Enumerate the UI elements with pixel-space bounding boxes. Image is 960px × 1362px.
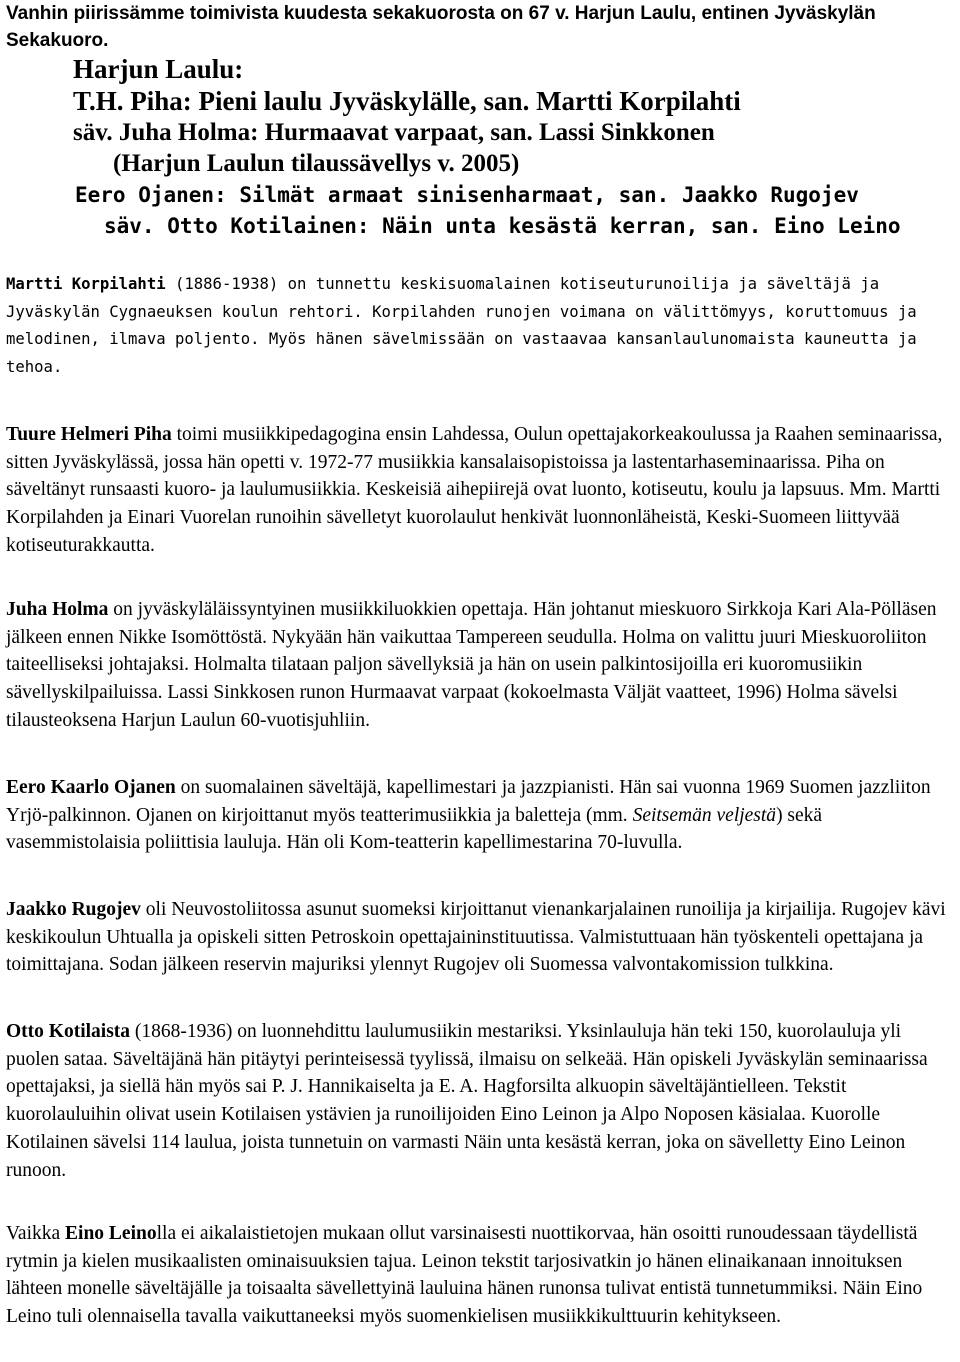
program-line-4: Eero Ojanen: Silmät armaat sinisenharmaat, san. Jaakko Rugojev	[75, 183, 859, 207]
bio-kotilainen-text: (1868-1936) on luonnehdittu laulumusiikin mestariksi. Yksinlauluja hän teki 150, kuorolauluja yli puolen sataa. Säveltäjänä hän pitäytyi perinteisessä tyylissä, ilmaisu on selkeää. Hän opiskeli Jyväskylän seminaarissa opettajaksi, ja siellä hän myös sai P. J. Hannikaiselta ja E. A. Hagforsilta alkuopin säveltäjäntielleen. Tekstit kuorolauluihin olivat usein Kotilaisen ystävien ja runoilijoiden Eino Leinon ja Alpo Noposen käsialaa. Kuorolle Kotilainen sävelsi 114 laulua, joista tunnetuin on varmasti Näin unta kesästä kerran, joka on sävelletty Eino Leinon runoon.	[6, 1021, 928, 1181]
bio-ojanen-name: Eero Kaarlo Ojanen	[6, 777, 176, 798]
program-line-1: T.H. Piha: Pieni laulu Jyväskylälle, san. Martti Korpilahti	[73, 86, 741, 116]
bio-korpilahti	[6, 271, 956, 382]
bio-leino-text-b: lla ei aikalaistietojen mukaan ollut varsinaisesti nuottikorvaa, hän osoitti runoudessaan täydellistä rytmin ja kielen musikaalisten ominaisuuksien tajua. Leinon tekstit tarjosivatkin jo hänen elinaikanaan innoituksen lähteen monelle säveltäjälle ja toisaalta sävellettyinä lauluina hänen runonsa tulivat entistä tunnetummiksi. Näin Eino Leino tuli olennaisella tavalla vaikuttaneeksi myös suomenkielisen musiikkikulttuurin kehitykseen.	[6, 1223, 923, 1328]
bio-rugojev-name: Jaakko Rugojev	[6, 899, 141, 920]
bio-piha-text: toimi musiikkipedagogina ensin Lahdessa, Oulun opettajakorkeakoulussa ja Raahen seminaarissa, sitten Jyväskylässä, jossa hän opetti v. 1972-77 musiikkia kansalaisopistoissa ja lastentarhaseminaarissa. Piha on säveltänyt runsaasti kuoro- ja laulumusiikkia. Keskeisiä aihepiirejä ovat luonto, kotiseutu, koulu ja lapsuus. Mm. Martti Korpilahden ja Einari Vuorelan runoihin sävelletyt kuorolaulut henkivät luonnonläheistä, Keski-Suomeen liittyvää kotiseuturakkautta.	[6, 424, 943, 556]
bio-ojanen-text-b: ) sekä vasemmistolaisia poliittisia lauluja. Hän oli Kom-teatterin kapellimestarina 70-luvulla.	[6, 804, 823, 854]
bio-rugojev-text: oli Neuvostoliitossa asunut suomeksi kirjoittanut vienankarjalainen runoilija ja kirjailija. Rugojev kävi keskikoulun Uhtualla ja opiskeli sitten Petroskoin opettajaininstituutissa. Valmistuttuaan hän työskenteli opettajana ja toimittajana. Sodan jälkeen reservin majuriksi ylennyt Rugojev oli Suomessa valvontakomission tulkkina.	[6, 899, 946, 976]
bio-ojanen	[6, 774, 956, 857]
bio-leino-name: Eino Leino	[65, 1223, 157, 1244]
bio-holma	[6, 596, 956, 735]
program-line-3: (Harjun Laulun tilaussävellys v. 2005)	[113, 150, 520, 177]
bio-piha	[6, 421, 956, 560]
bio-piha-name: Tuure Helmeri Piha	[6, 424, 172, 445]
bio-holma-text: on jyväskyläläissyntyinen musiikkiluokkien opettaja. Hän johtanut mieskuoro Sirkkoja Kari Ala-Pölläsen jälkeen ennen Nikke Isomöttöstä. Nykyään hän vaikuttaa Tampereen seudulla. Holma on valittu juuri Mieskuoroliiton taiteelliseksi johtajaksi. Holmalta tilataan paljon sävellyksiä ja hän on usein palkintosijoilla eri kuoromusiikin sävellyskilpailuissa. Lassi Sinkkosen runon Hurmaavat varpaat (kokoelmasta Väljät vaatteet, 1996) Holma sävelsi tilausteoksena Harjun Laulun 60-vuotisjuhliin.	[6, 599, 937, 731]
bio-kotilainen-name: Otto Kotilaista	[6, 1021, 131, 1042]
bio-kotilainen	[6, 1018, 956, 1184]
bio-ojanen-text-a: on suomalainen säveltäjä, kapellimestari ja jazzpianisti. Hän sai vuonna 1969 Suomen jazzliiton Yrjö-palkinnon. Ojanen on kirjoittanut myös teatterimusiikkia ja baletteja (mm.	[6, 777, 931, 826]
bio-holma-name: Juha Holma	[6, 599, 109, 620]
bio-ojanen-work: Seitsemän veljestä	[632, 804, 777, 826]
bio-rugojev	[6, 896, 956, 979]
program-line-5: säv. Otto Kotilainen: Näin unta kesästä kerran, san. Eino Leino	[104, 214, 901, 238]
bio-leino-text-a: Vaikka	[6, 1223, 66, 1244]
program-line-2: säv. Juha Holma: Hurmaavat varpaat, san. Lassi Sinkkonen	[73, 119, 715, 146]
bio-korpilahti-text: (1886-1938) on tunnettu keskisuomalainen kotiseuturunoilija ja säveltäjä ja Jyväskylän Cygnaeuksen koulun rehtori. Korpilahden runojen voimana on välittömyys, koruttomuus ja melodinen, ilmava poljento. Myös hänen sävelmissään on vastaavaa kansanlaulunomaista kauneutta ja tehoa.	[6, 275, 917, 377]
bio-korpilahti-name: Martti Korpilahti	[6, 275, 166, 293]
bio-leino	[6, 1220, 956, 1331]
choir-heading: Harjun Laulu:	[73, 54, 244, 84]
intro-text: Vanhin piirissämme toimivista kuudesta sekakuorosta on 67 v. Harjun Laulu, entinen Jyväskylän Sekakuoro.	[6, 3, 876, 51]
